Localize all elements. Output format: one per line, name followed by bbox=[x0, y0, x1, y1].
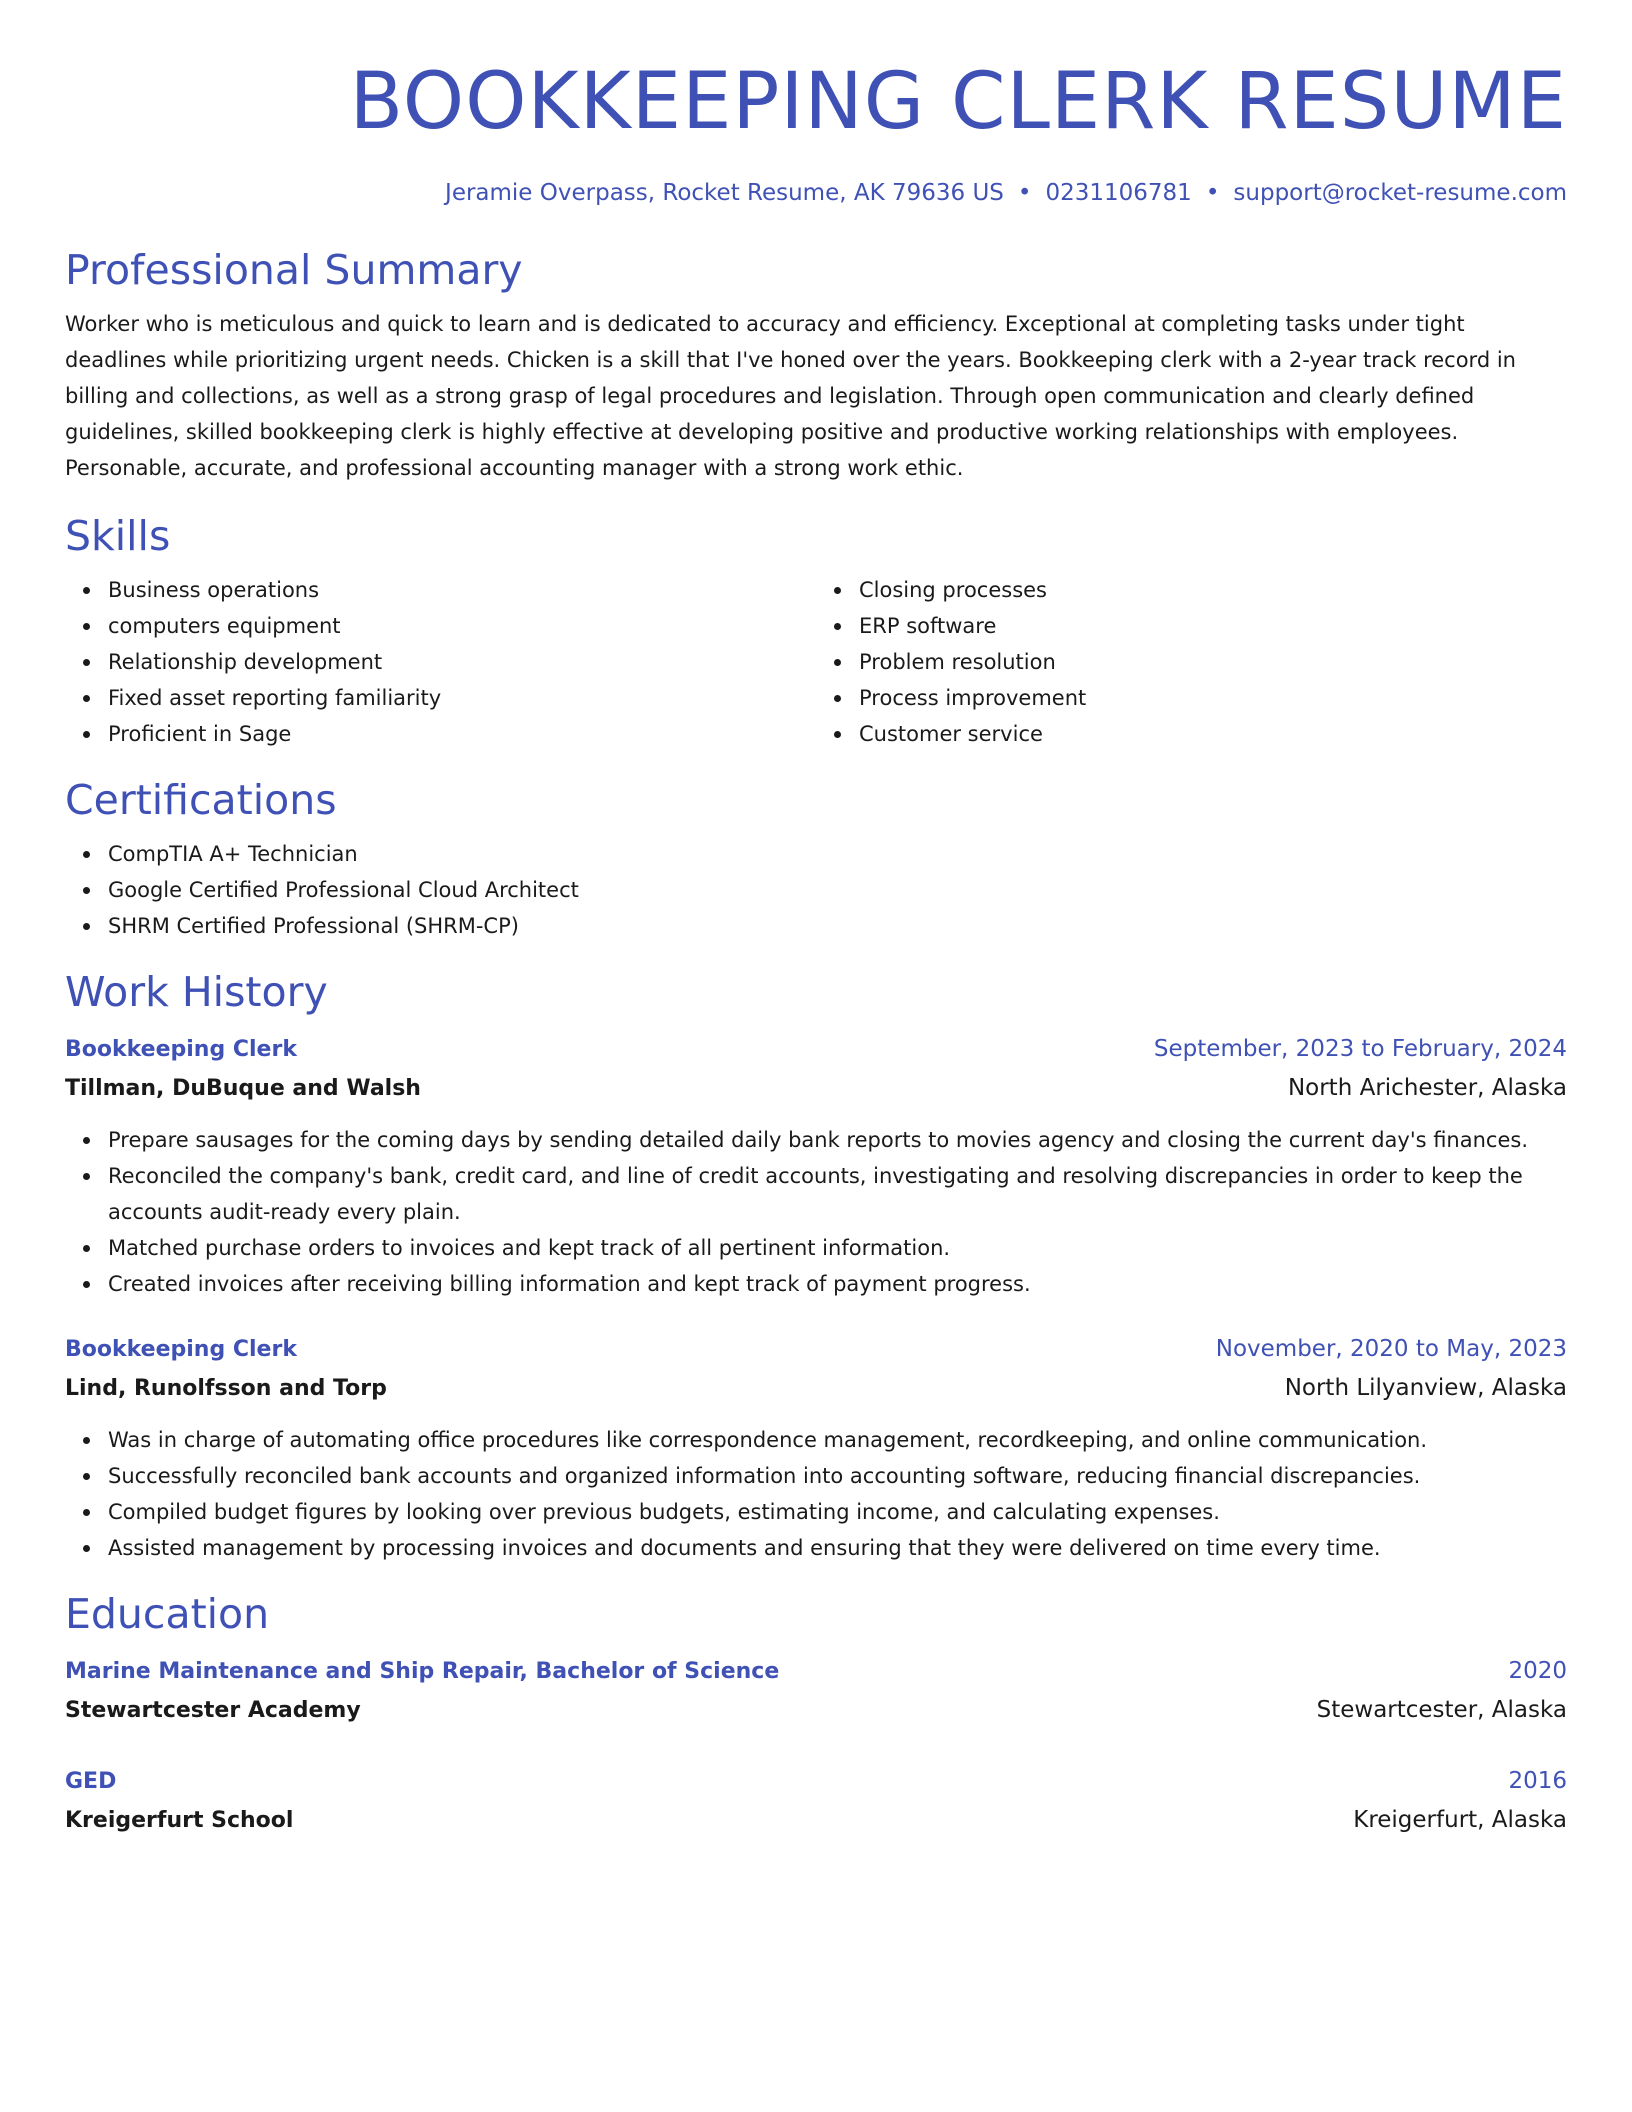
job-entry bbox=[65, 1330, 1567, 1566]
work-history-heading: Work History bbox=[65, 968, 328, 1016]
education-year: 2016 bbox=[1508, 1768, 1567, 1794]
contact-address: Jeramie Overpass, Rocket Resume, AK 79636 US bbox=[445, 180, 1004, 206]
education-year: 2020 bbox=[1508, 1658, 1567, 1684]
job-company: Tillman, DuBuque and Walsh bbox=[65, 1076, 421, 1101]
contact-email[interactable]: support@rocket-resume.com bbox=[1233, 180, 1567, 206]
job-bullet: Was in charge of automating office procedures like correspondence management, recordkeeping, and online communication. bbox=[108, 1422, 1567, 1458]
education-header bbox=[65, 1652, 1567, 1691]
skill-item: Customer service bbox=[859, 716, 1567, 752]
skill-item: Fixed asset reporting familiarity bbox=[108, 680, 816, 716]
job-dates: September, 2023 to February, 2024 bbox=[1153, 1036, 1567, 1062]
skills-heading: Skills bbox=[65, 512, 171, 560]
job-title: Bookkeeping Clerk bbox=[65, 1037, 297, 1062]
job-company: Lind, Runolfsson and Torp bbox=[65, 1376, 387, 1401]
job-subheader bbox=[65, 1369, 1567, 1408]
job-header bbox=[65, 1030, 1567, 1069]
skills-column-right bbox=[816, 572, 1567, 752]
education-degree: GED bbox=[65, 1769, 117, 1794]
job-entry bbox=[65, 1030, 1567, 1302]
contact-phone: 0231106781 bbox=[1045, 180, 1192, 206]
job-subheader bbox=[65, 1069, 1567, 1108]
job-header bbox=[65, 1330, 1567, 1369]
job-bullets bbox=[65, 1422, 1567, 1566]
contact-line bbox=[65, 178, 1567, 208]
education-heading: Education bbox=[65, 1590, 270, 1638]
job-bullet: Prepare sausages for the coming days by sending detailed daily bank reports to movies agency and closing the current day's finances. bbox=[108, 1122, 1567, 1158]
skill-item: computers equipment bbox=[108, 608, 816, 644]
job-bullet: Assisted management by processing invoices and documents and ensuring that they were delivered on time every time. bbox=[108, 1530, 1567, 1566]
education-subheader bbox=[65, 1691, 1567, 1730]
job-bullet: Matched purchase orders to invoices and kept track of all pertinent information. bbox=[108, 1230, 1567, 1266]
certification-item: Google Certified Professional Cloud Architect bbox=[108, 872, 1567, 908]
skill-item: Relationship development bbox=[108, 644, 816, 680]
job-bullet: Created invoices after receiving billing information and kept track of payment progress. bbox=[108, 1266, 1567, 1302]
education-school: Stewartcester Academy bbox=[65, 1698, 361, 1723]
skill-item: Problem resolution bbox=[859, 644, 1567, 680]
certification-item: CompTIA A+ Technician bbox=[108, 836, 1567, 872]
skill-item: Business operations bbox=[108, 572, 816, 608]
summary-heading: Professional Summary bbox=[65, 246, 523, 294]
education-school: Kreigerfurt School bbox=[65, 1808, 294, 1833]
skill-item: Process improvement bbox=[859, 680, 1567, 716]
skill-item: ERP software bbox=[859, 608, 1567, 644]
certification-item: SHRM Certified Professional (SHRM-CP) bbox=[108, 908, 1567, 944]
skill-item: Proficient in Sage bbox=[108, 716, 816, 752]
skills-column-left bbox=[65, 572, 816, 752]
job-title: Bookkeeping Clerk bbox=[65, 1337, 297, 1362]
job-bullet: Successfully reconciled bank accounts and organized information into accounting software, reducing financial discrepancies. bbox=[108, 1458, 1567, 1494]
education-location: Kreigerfurt, Alaska bbox=[1353, 1807, 1567, 1833]
job-bullet: Reconciled the company's bank, credit card, and line of credit accounts, investigating and resolving discrepancies in order to keep the accounts audit-ready every plain. bbox=[108, 1158, 1567, 1230]
summary-text: Worker who is meticulous and quick to learn and is dedicated to accuracy and efficiency. Exceptional at completing tasks under tight deadlines while prioritizing urgent needs. Chicken is a skill that I've honed over the years. Bookkeeping clerk with a 2-year track record in billing and collections, as well as a strong grasp of legal procedures and legislation. Through open communication and clearly defined guidelines, skilled bookkeeping clerk is highly effective at developing positive and productive working relationships with employees. Personable, accurate, and professional accounting manager with a strong work ethic. bbox=[65, 312, 1516, 480]
education-degree: Marine Maintenance and Ship Repair, Bachelor of Science bbox=[65, 1659, 780, 1684]
job-location: North Arichester, Alaska bbox=[1287, 1075, 1567, 1101]
education-header bbox=[65, 1762, 1567, 1801]
certifications-heading: Certifications bbox=[65, 776, 337, 824]
contact-separator: • bbox=[1017, 180, 1032, 206]
certifications-list bbox=[65, 836, 1567, 944]
education-entry bbox=[65, 1762, 1567, 1840]
job-dates: November, 2020 to May, 2023 bbox=[1215, 1336, 1567, 1362]
job-bullet: Compiled budget figures by looking over previous budgets, estimating income, and calculating expenses. bbox=[108, 1494, 1567, 1530]
job-bullets bbox=[65, 1122, 1567, 1302]
contact-separator: • bbox=[1205, 180, 1220, 206]
education-subheader bbox=[65, 1801, 1567, 1840]
resume-title: BOOKKEEPING CLERK RESUME bbox=[349, 57, 1567, 147]
job-location: North Lilyanview, Alaska bbox=[1284, 1375, 1567, 1401]
skills-list bbox=[65, 562, 1567, 752]
skill-item: Closing processes bbox=[859, 572, 1567, 608]
education-location: Stewartcester, Alaska bbox=[1316, 1697, 1567, 1723]
education-entry bbox=[65, 1652, 1567, 1730]
